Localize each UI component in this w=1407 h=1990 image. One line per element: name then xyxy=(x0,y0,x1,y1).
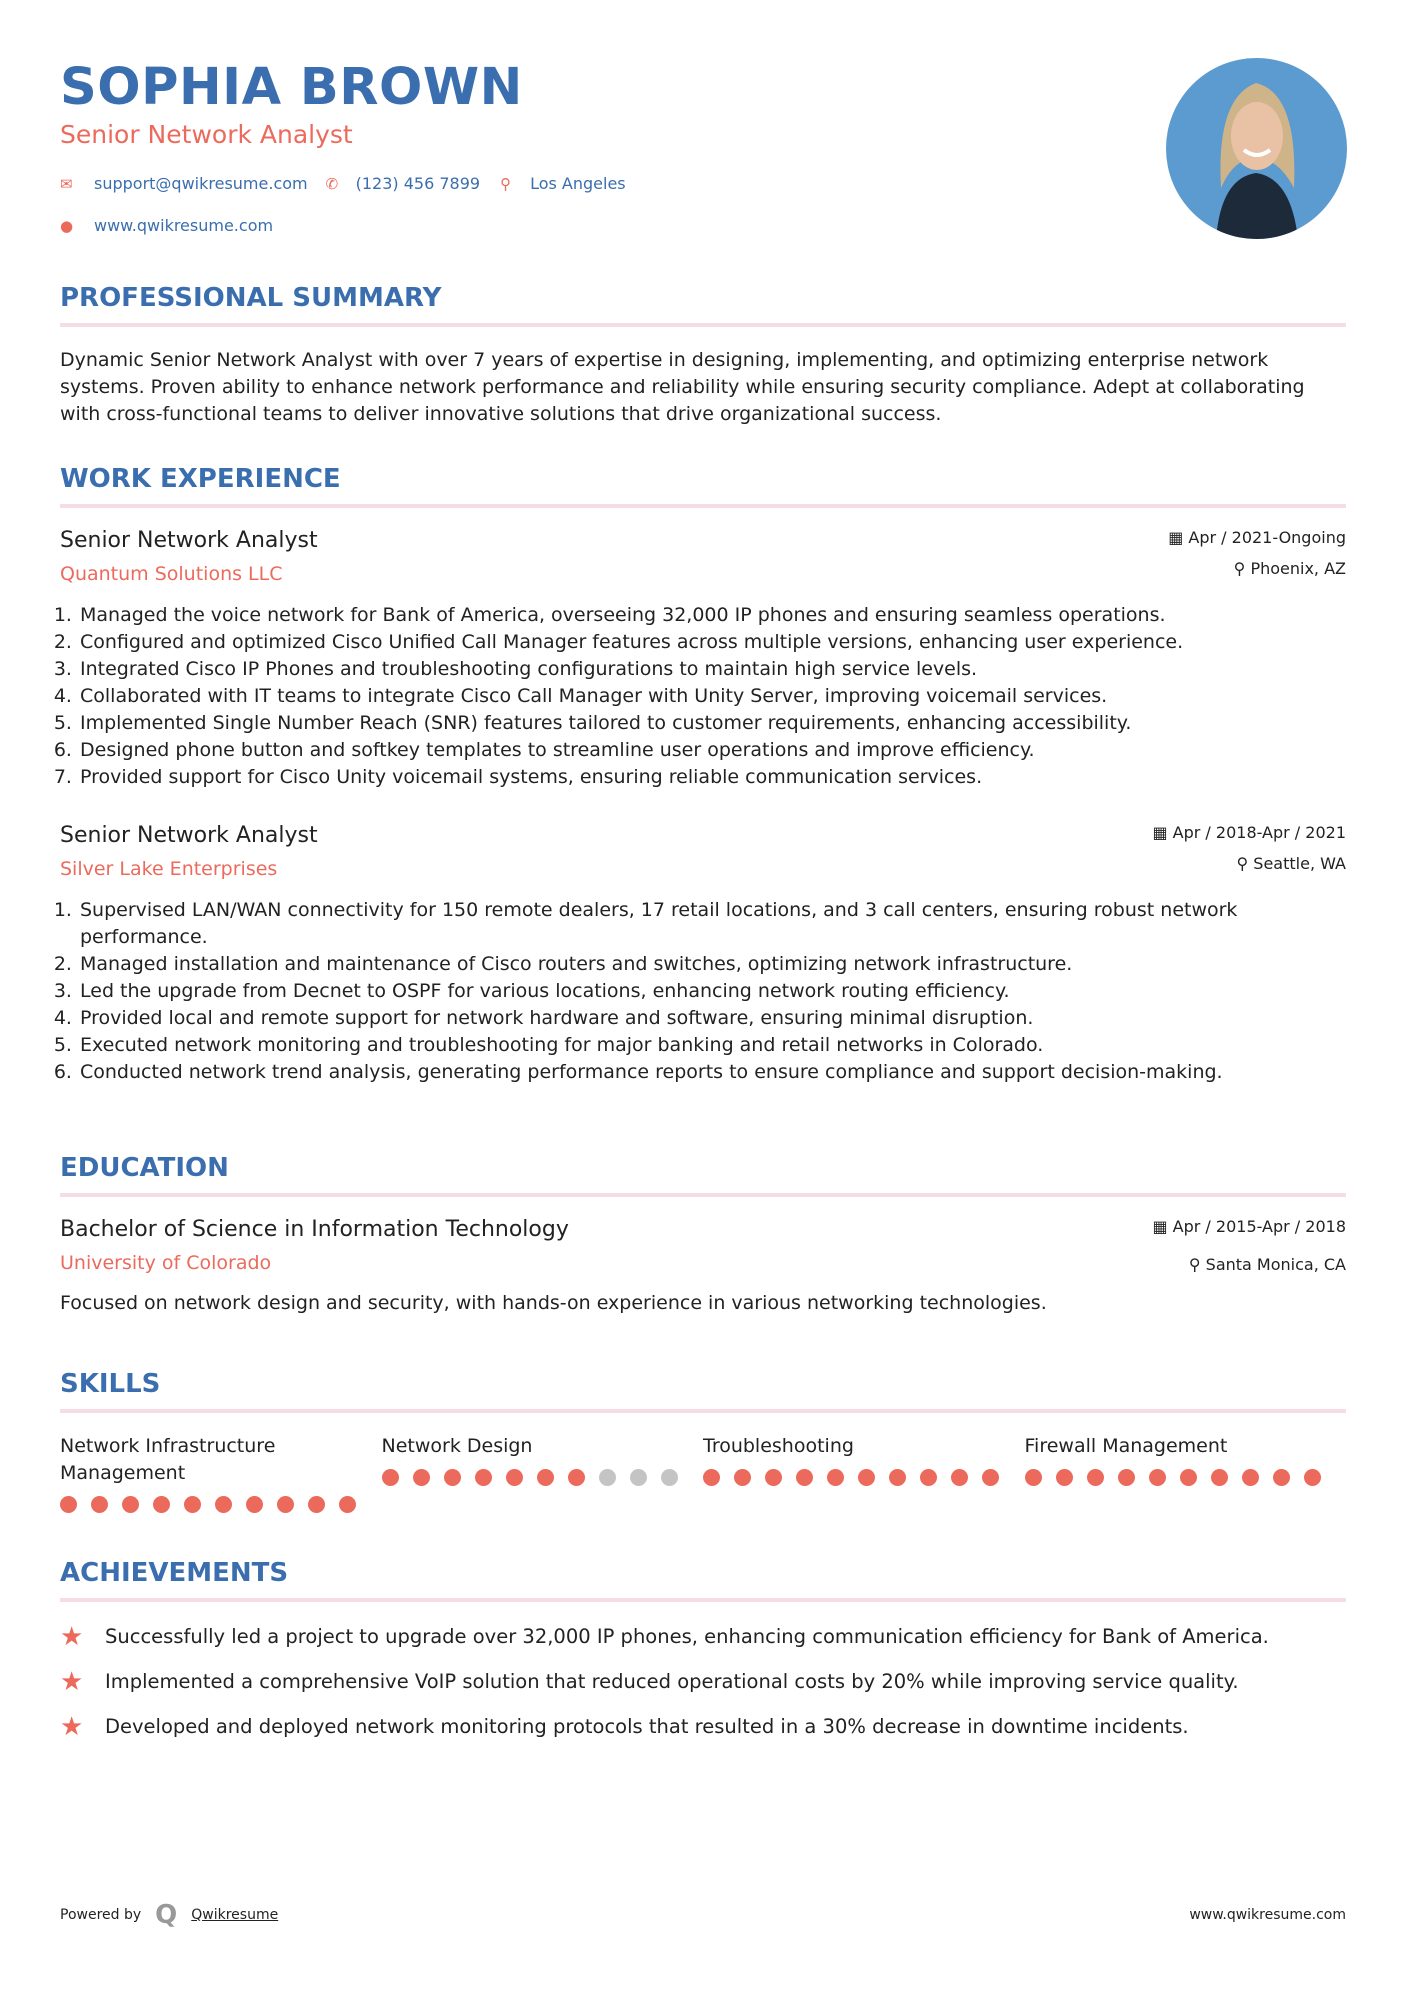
rating-dot xyxy=(1025,1469,1042,1486)
skill-item xyxy=(703,1433,1025,1513)
skill-name: Network Design xyxy=(381,1435,533,1457)
calendar-icon: ▦ xyxy=(1168,528,1189,547)
job-entry xyxy=(60,823,1346,1086)
summary-section xyxy=(60,283,1346,428)
footer xyxy=(60,1900,1346,1930)
rating-dot xyxy=(599,1469,616,1486)
footer-website-link[interactable]: www.qwikresume.com xyxy=(1189,1907,1346,1923)
rating-dot xyxy=(1304,1469,1321,1486)
calendar-icon: ▦ xyxy=(1152,1217,1173,1236)
rating-dot xyxy=(475,1469,492,1486)
rating-dot xyxy=(122,1496,139,1513)
education-location: Santa Monica, CA xyxy=(1205,1255,1346,1274)
pin-icon: ⚲ xyxy=(1233,559,1251,578)
skill-rating xyxy=(382,1469,704,1486)
divider xyxy=(60,323,1346,327)
skill-name: Network Infrastructure Management xyxy=(60,1435,276,1484)
divider xyxy=(60,504,1346,508)
rating-dot xyxy=(1087,1469,1104,1486)
star-icon: ★ xyxy=(60,1666,84,1697)
job-bullet: 2. Configured and optimized Cisco Unified Call Manager features across multiple versions, enhancing user experience. xyxy=(78,629,1346,656)
rating-dot xyxy=(339,1496,356,1513)
education-section xyxy=(60,1153,1346,1317)
rating-dot xyxy=(1180,1469,1197,1486)
job-bullet: 1. Managed the voice network for Bank of America, overseeing 32,000 IP phones and ensuring seamless operations. xyxy=(78,602,1346,629)
divider xyxy=(60,1193,1346,1197)
rating-dot xyxy=(506,1469,523,1486)
rating-dot xyxy=(91,1496,108,1513)
achievement-item xyxy=(60,1659,1346,1704)
candidate-name: SOPHIA BROWN xyxy=(60,58,523,117)
job-bullet: 3. Led the upgrade from Decnet to OSPF for various locations, enhancing network routing efficiency. xyxy=(78,978,1346,1005)
email-icon: ✉ xyxy=(60,174,73,193)
skill-rating xyxy=(1025,1469,1347,1486)
education-dates: Apr / 2015-Apr / 2018 xyxy=(1172,1217,1346,1236)
skill-item xyxy=(1025,1433,1347,1513)
website-row xyxy=(60,216,273,235)
rating-dot xyxy=(277,1496,294,1513)
job-location: Phoenix, AZ xyxy=(1250,559,1346,578)
rating-dot xyxy=(1149,1469,1166,1486)
achievement-text: Developed and deployed network monitoring protocols that resulted in a 30% decrease in downtime incidents. xyxy=(105,1715,1189,1738)
job-dates: Apr / 2021-Ongoing xyxy=(1188,528,1346,547)
job-bullet: 4. Collaborated with IT teams to integrate Cisco Call Manager with Unity Server, improving voicemail services. xyxy=(78,683,1346,710)
pin-icon: ⚲ xyxy=(1236,854,1254,873)
globe-icon: ● xyxy=(60,216,74,235)
rating-dot xyxy=(153,1496,170,1513)
job-position: Senior Network Analyst xyxy=(60,823,318,848)
job-bullet: 5. Implemented Single Number Reach (SNR) features tailored to customer requirements, enhancing accessibility. xyxy=(78,710,1346,737)
rating-dot xyxy=(382,1469,399,1486)
experience-section xyxy=(60,464,1346,1086)
education-description: Focused on network design and security, with hands-on experience in various networking technologies. xyxy=(60,1292,1047,1314)
skill-name: Troubleshooting xyxy=(703,1435,854,1457)
rating-dot xyxy=(982,1469,999,1486)
job-dates: Apr / 2018-Apr / 2021 xyxy=(1172,823,1346,842)
company-name: Quantum Solutions LLC xyxy=(60,563,283,585)
calendar-icon: ▦ xyxy=(1152,823,1173,842)
company-name: Silver Lake Enterprises xyxy=(60,858,278,880)
phone-icon: ✆ xyxy=(325,174,339,193)
job-title: Senior Network Analyst xyxy=(60,120,353,149)
skill-rating xyxy=(703,1469,1025,1486)
qwikresume-logo-icon: Q xyxy=(155,1900,178,1930)
skill-rating xyxy=(60,1496,382,1513)
section-heading: WORK EXPERIENCE xyxy=(60,464,341,494)
section-heading: PROFESSIONAL SUMMARY xyxy=(60,283,442,313)
job-bullet: 5. Executed network monitoring and troubleshooting for major banking and retail networks in Colorado. xyxy=(78,1032,1346,1059)
section-heading: ACHIEVEMENTS xyxy=(60,1558,289,1588)
achievement-item xyxy=(60,1614,1346,1659)
rating-dot xyxy=(184,1496,201,1513)
summary-text: Dynamic Senior Network Analyst with over 7 years of expertise in designing, implementing, and optimizing enterprise network systems. Proven ability to enhance network performance and reliability while ensuring security compliance. Adept at collaborating with cross-functional teams to deliver innovative solutions that drive organizational success. xyxy=(60,349,1305,425)
rating-dot xyxy=(568,1469,585,1486)
rating-dot xyxy=(1211,1469,1228,1486)
job-location: Seattle, WA xyxy=(1253,854,1346,873)
divider xyxy=(60,1409,1346,1413)
skills-section xyxy=(60,1369,1346,1513)
rating-dot xyxy=(537,1469,554,1486)
rating-dot xyxy=(889,1469,906,1486)
profile-photo xyxy=(1166,58,1347,239)
location-pin-icon: ⚲ xyxy=(500,174,512,193)
brand-link[interactable]: Qwikresume xyxy=(191,1907,279,1923)
school: University of Colorado xyxy=(60,1252,272,1274)
rating-dot xyxy=(1273,1469,1290,1486)
location-text: Los Angeles xyxy=(530,174,626,193)
email-link[interactable]: support@qwikresume.com xyxy=(94,174,308,193)
rating-dot xyxy=(215,1496,232,1513)
section-heading: EDUCATION xyxy=(60,1153,229,1183)
skill-name: Firewall Management xyxy=(1024,1435,1228,1457)
rating-dot xyxy=(765,1469,782,1486)
education-entry xyxy=(60,1217,1346,1286)
rating-dot xyxy=(734,1469,751,1486)
rating-dot xyxy=(703,1469,720,1486)
achievement-text: Implemented a comprehensive VoIP solution that reduced operational costs by 20% while improving service quality. xyxy=(105,1670,1239,1693)
skill-item xyxy=(60,1433,382,1513)
rating-dot xyxy=(630,1469,647,1486)
rating-dot xyxy=(1118,1469,1135,1486)
job-position: Senior Network Analyst xyxy=(60,528,318,553)
job-bullet: 7. Provided support for Cisco Unity voicemail systems, ensuring reliable communication services. xyxy=(78,764,1346,791)
rating-dot xyxy=(796,1469,813,1486)
rating-dot xyxy=(951,1469,968,1486)
job-bullet: 1. Supervised LAN/WAN connectivity for 150 remote dealers, 17 retail locations, and 3 call centers, ensuring robust network performance. xyxy=(78,897,1346,951)
star-icon: ★ xyxy=(60,1711,84,1742)
rating-dot xyxy=(308,1496,325,1513)
achievements-section xyxy=(60,1558,1346,1749)
degree: Bachelor of Science in Information Technology xyxy=(60,1217,569,1242)
rating-dot xyxy=(920,1469,937,1486)
powered-by-label: Powered by xyxy=(60,1907,142,1923)
divider xyxy=(60,1598,1346,1602)
job-bullet: 2. Managed installation and maintenance of Cisco routers and switches, optimizing network infrastructure. xyxy=(78,951,1346,978)
star-icon: ★ xyxy=(60,1621,84,1652)
rating-dot xyxy=(1242,1469,1259,1486)
job-bullet: 6. Conducted network trend analysis, generating performance reports to ensure compliance and support decision-making. xyxy=(78,1059,1346,1086)
job-bullet: 6. Designed phone button and softkey templates to streamline user operations and improve efficiency. xyxy=(78,737,1346,764)
job-bullet: 4. Provided local and remote support for network hardware and software, ensuring minimal disruption. xyxy=(78,1005,1346,1032)
section-heading: SKILLS xyxy=(60,1369,161,1399)
skill-item xyxy=(382,1433,704,1513)
pin-icon: ⚲ xyxy=(1188,1255,1206,1274)
contact-row xyxy=(60,174,626,193)
rating-dot xyxy=(413,1469,430,1486)
job-bullet: 3. Integrated Cisco IP Phones and troubleshooting configurations to maintain high service levels. xyxy=(78,656,1346,683)
achievement-item xyxy=(60,1704,1346,1749)
rating-dot xyxy=(827,1469,844,1486)
job-entry xyxy=(60,528,1346,791)
phone-text: (123) 456 7899 xyxy=(355,174,481,193)
website-link[interactable]: www.qwikresume.com xyxy=(94,216,274,235)
rating-dot xyxy=(246,1496,263,1513)
rating-dot xyxy=(858,1469,875,1486)
rating-dot xyxy=(60,1496,77,1513)
rating-dot xyxy=(444,1469,461,1486)
achievement-text: Successfully led a project to upgrade over 32,000 IP phones, enhancing communication efficiency for Bank of America. xyxy=(105,1625,1269,1648)
rating-dot xyxy=(661,1469,678,1486)
rating-dot xyxy=(1056,1469,1073,1486)
